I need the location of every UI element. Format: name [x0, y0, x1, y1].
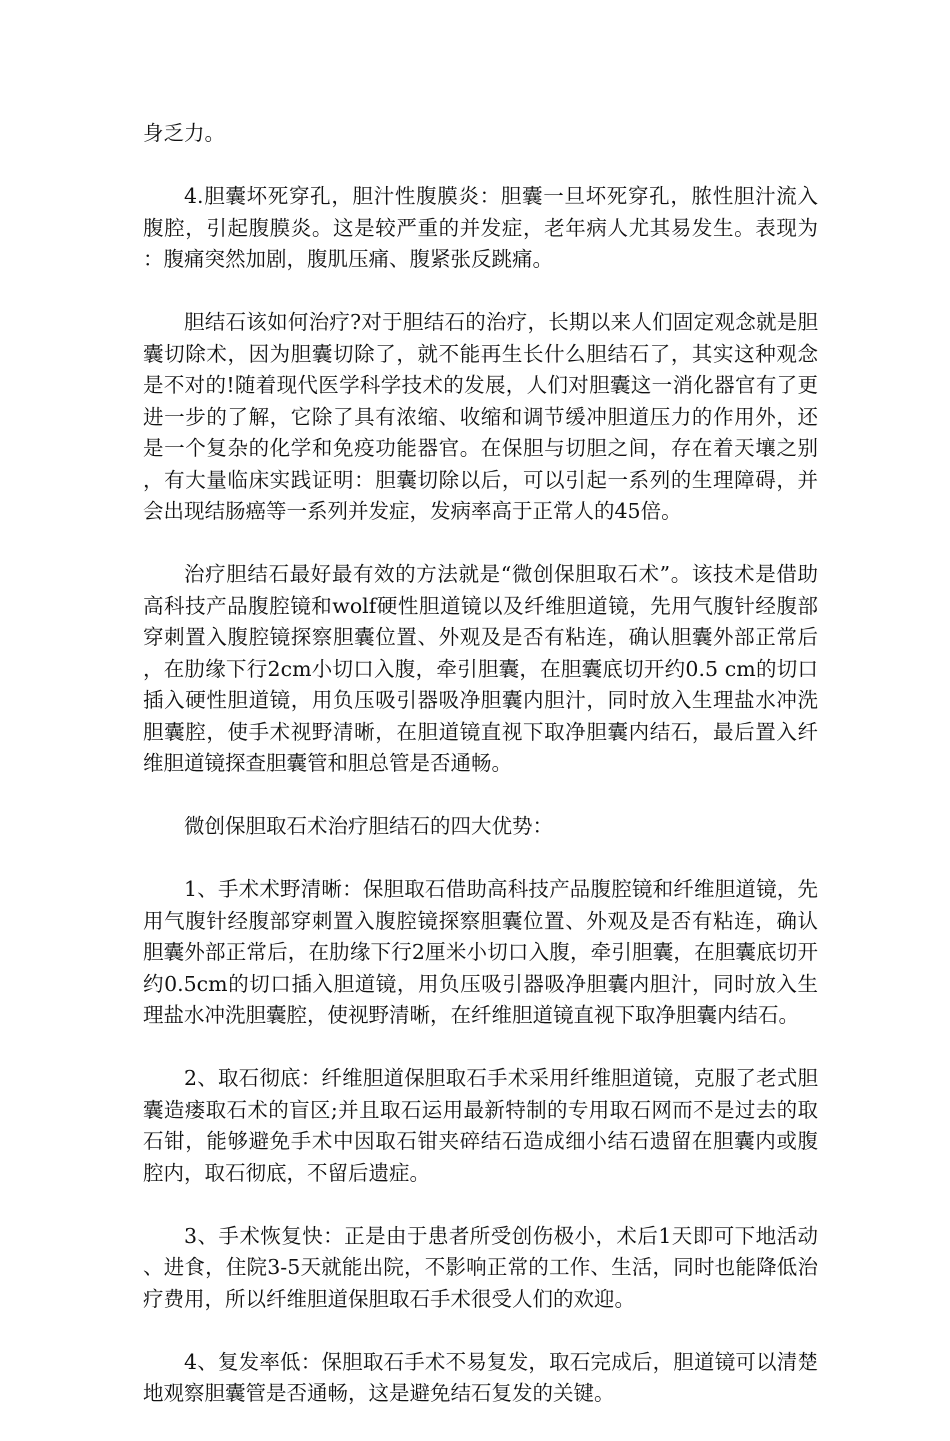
paragraph-treatment-intro: 胆结石该如何治疗?对于胆结石的治疗，长期以来人们固定观念就是胆囊切除术，因为胆囊切除了，就不能再生长什么胆结石了，其实这种观念是不对的!随着现代医学科学技术的发展，人们对胆囊这一消化器官有了更进一步的了解，它除了具有浓缩、收缩和调节缓冲胆道压力的作用外，还是一个复杂的化学和免疫功能器官。在保胆与切胆之间，存在着天壤之别，有大量临床实践证明：胆囊切除以后，可以引起一系列的生理障碍，并会出现结肠癌等一系列并发症，发病率高于正常人的45倍。 [143, 310, 818, 523]
document-body [143, 118, 818, 1441]
paragraph-advantage-2: 2、取石彻底：纤维胆道保胆取石手术采用纤维胆道镜，克服了老式胆囊造瘘取石术的盲区;并且取石运用最新特制的专用取石网而不是过去的取石钳，能够避免手术中因取石钳夹碎结石造成细小结石遗留在胆囊内或腹腔内，取石彻底，不留后遗症。 [143, 1066, 818, 1185]
paragraph-advantage-3: 3、手术恢复快：正是由于患者所受创伤极小，术后1天即可下地活动、进食，住院3-5天就能出院，不影响正常的工作、生活，同时也能降低治疗费用，所以纤维胆道保胆取石手术很受人们的欢迎。 [143, 1223, 818, 1311]
paragraph-continuation: 身乏力。 [143, 121, 225, 145]
paragraph-advantage-4: 4、复发率低：保胆取石手术不易复发，取石完成后，胆道镜可以清楚地观察胆囊管是否通畅，这是避免结石复发的关键。 [143, 1349, 818, 1405]
paragraph-advantages-heading: 微创保胆取石术治疗胆结石的四大优势： [184, 814, 553, 838]
paragraph-advantage-1: 1、手术术野清晰：保胆取石借助高科技产品腹腔镜和纤维胆道镜，先用气腹针经腹部穿刺置入腹腔镜探察胆囊位置、外观及是否有粘连，确认胆囊外部正常后，在肋缘下行2厘米小切口入腹，牵引胆囊，在胆囊底切开约0.5cm的切口插入胆道镜，用负压吸引器吸净胆囊内胆汁，同时放入生理盐水冲洗胆囊腔，使视野清晰，在纤维胆道镜直视下取净胆囊内结石。 [143, 877, 818, 1027]
paragraph-minimally-invasive-method: 治疗胆结石最好最有效的方法就是“微创保胆取石术”。该技术是借助高科技产品腹腔镜和wolf硬性胆道镜以及纤维胆道镜，先用气腹针经腹部穿刺置入腹腔镜探察胆囊位置、外观及是否有粘连，确认胆囊外部正常后，在肋缘下行2cm小切口入腹，牵引胆囊，在胆囊底切开约0.5 cm的切口插入硬性胆道镜，用负压吸引器吸净胆囊内胆汁，同时放入生理盐水冲洗胆囊腔，使手术视野清晰，在胆道镜直视下取净胆囊内结石，最后置入纤维胆道镜探查胆囊管和胆总管是否通畅。 [143, 562, 818, 775]
paragraph-complication-4: 4.胆囊坏死穿孔，胆汁性腹膜炎：胆囊一旦坏死穿孔，脓性胆汁流入腹腔，引起腹膜炎。这是较严重的并发症，老年病人尤其易发生。表现为：腹痛突然加剧，腹肌压痛、腹紧张反跳痛。 [143, 184, 818, 271]
